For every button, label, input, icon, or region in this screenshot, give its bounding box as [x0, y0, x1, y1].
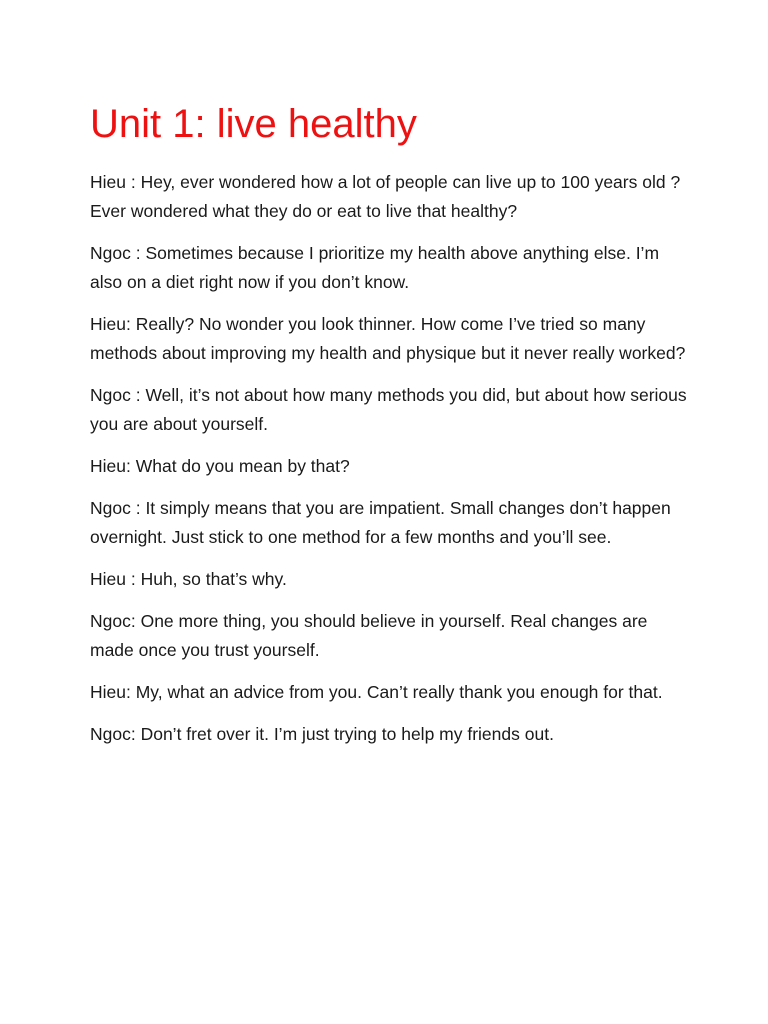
dialogue-line: Ngoc: Don’t fret over it. I’m just trying to help my friends out.: [90, 724, 554, 744]
document-body: [90, 96, 690, 762]
page-title: Unit 1: live healthy: [90, 102, 417, 146]
dialogue-line: Hieu : Huh, so that’s why.: [90, 569, 287, 589]
dialogue-line: Hieu : Hey, ever wondered how a lot of people can live up to 100 years old ? Ever wondered what they do or eat to live that healthy?: [90, 172, 681, 221]
dialogue-line: Ngoc : Sometimes because I prioritize my health above anything else. I’m also on a diet right now if you don’t know.: [90, 243, 660, 292]
dialogue-line: Ngoc : Well, it’s not about how many methods you did, but about how serious you are about yourself.: [90, 385, 687, 434]
dialogue-line: Hieu: Really? No wonder you look thinner. How come I’ve tried so many methods about improving my health and physique but it never really worked?: [90, 314, 686, 363]
dialogue-line: Hieu: My, what an advice from you. Can’t really thank you enough for that.: [90, 682, 663, 702]
dialogue-line: Ngoc: One more thing, you should believe in yourself. Real changes are made once you trust yourself.: [90, 611, 648, 660]
dialogue-line: Ngoc : It simply means that you are impatient. Small changes don’t happen overnight. Just stick to one method for a few months and you’ll see.: [90, 498, 671, 547]
dialogue-line: Hieu: What do you mean by that?: [90, 456, 350, 476]
